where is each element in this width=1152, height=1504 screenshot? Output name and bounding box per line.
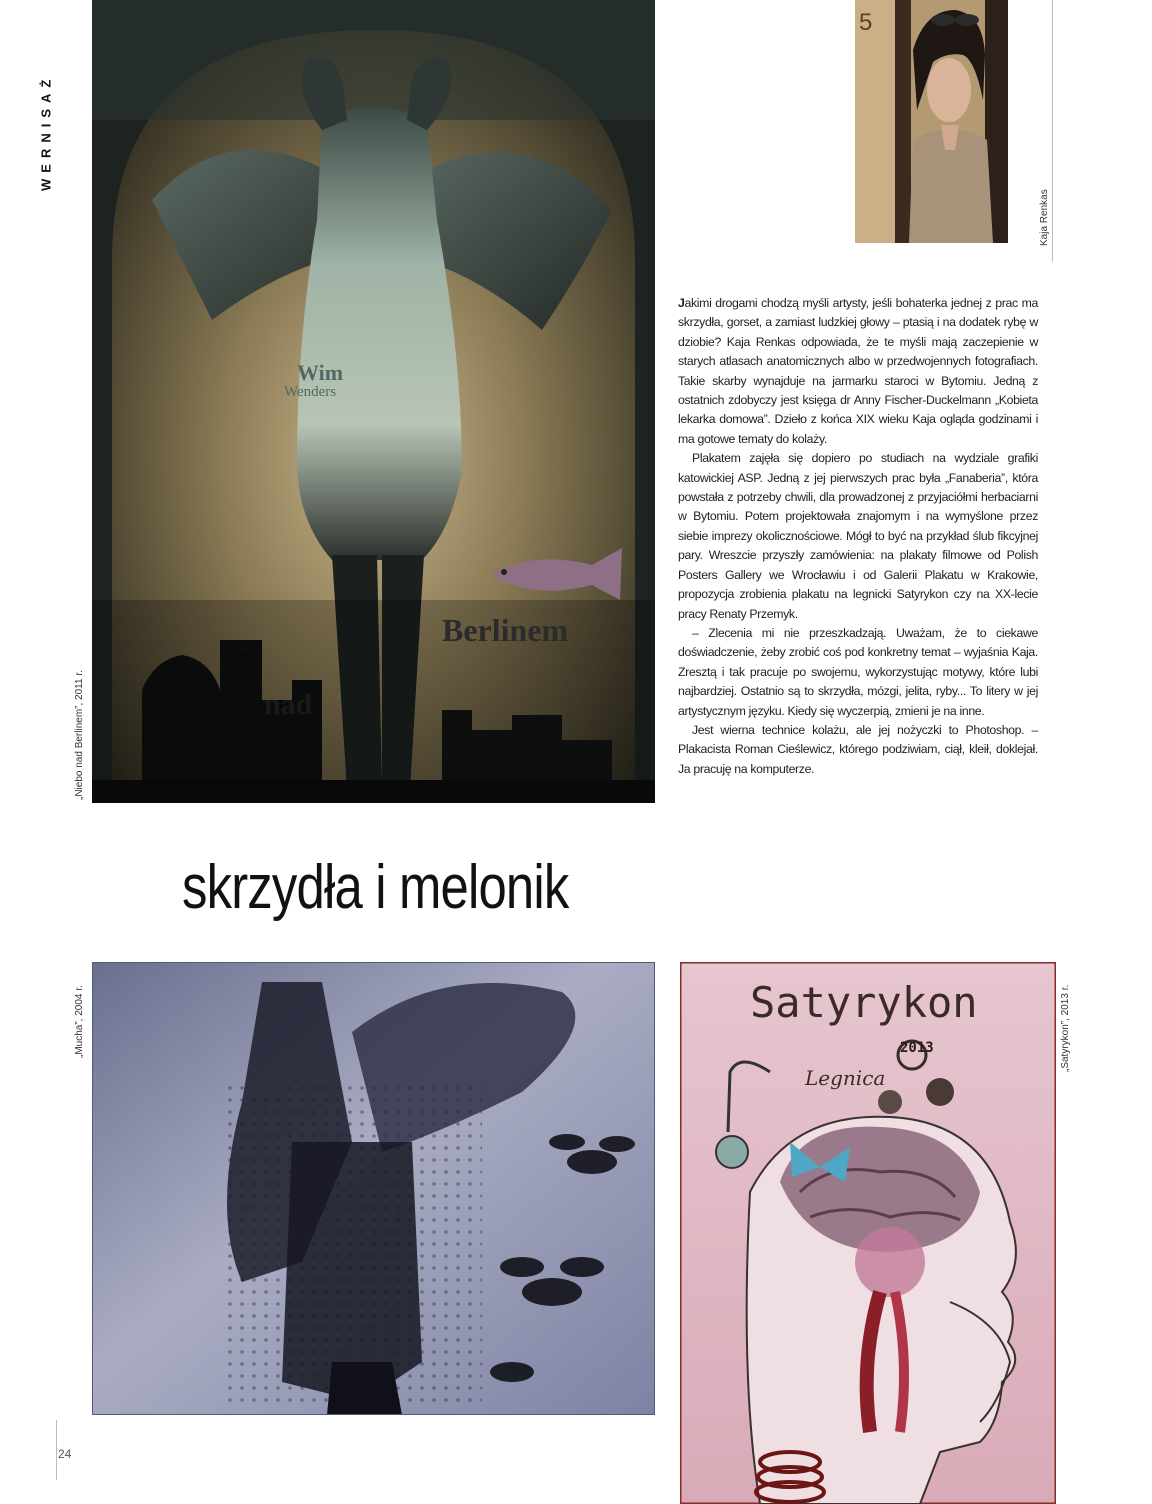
mucha-image: [92, 962, 655, 1415]
artwork-mucha: [92, 962, 655, 1415]
poster-text-satyrykon: Satyrykon: [750, 978, 978, 1027]
poster-text-niebo: Niebo: [222, 640, 262, 657]
section-label: [34, 52, 58, 212]
artist-portrait-photo: [855, 0, 1008, 243]
page-number-divider: [56, 1420, 57, 1480]
article-paragraph-4: Jest wierna technice kolażu, ale jej nożyczki to Photoshop. – Plakacista Roman Cieślewicz, którego podziwiam, ciął, kleił, doklejał. Ja pracuję na komputerze.: [678, 722, 1038, 776]
caption-niebo-nad-berlinem: „Niebo nad Berlinem”, 2011 r.: [74, 670, 85, 800]
poster-text-nad: nad: [264, 688, 313, 721]
photo-divider: [1052, 0, 1053, 262]
dropcap: J: [678, 296, 685, 310]
poster-text-berlinem: Berlinem: [442, 612, 569, 648]
satyrykon-image: [680, 962, 1056, 1504]
page-number: 24: [58, 1447, 72, 1461]
article-paragraph-2: Plakatem zajęła się dopiero po studiach na wydziale grafiki katowickiej ASP. Jedną z jej pierwszych prac była „Fanaberia”, która powstała z potrzeby chwili, dla prowadzonej z przyjaciółmi herbaciarni w Bytomiu. Potem projektowała znajomym i na wymyślone przez siebie imprezy okolicznościowe. Mógł to być na przykład ślub fikcyjnej pary. Wreszcie przyszły zamówienia: na plakaty filmowe od Polish Posters Gallery we Wrocławiu i od Galerii Plakatu w Krakowie, propozycja zrobienia plakatu na legnicki Satyrykon czy na XX-lecie pracy Renaty Przemyk.: [678, 451, 1038, 621]
article-paragraph-1: Jakimi drogami chodzą myśli artysty, jeśli bohaterka jednej z prac ma skrzydła, gorset, a zamiast ludzkiej głowy – ptasią i na dodatek rybę w dziobie? Kaja Renkas odpowiada, że te myśli mają zaczepienie w starych atlasach anatomicznych albo w przedwojennych fotografiach. Takie skarby wynajduje na jarmarku staroci w Bytomiu. Jedną z ostatnich zdobyczy jest księga dr Anny Fischer-Duckelmann „Kobieta lekarka domowa”. Dzieło z końca XIX wieku Kaja ogląda godzinami i ma gotowe tematy do kolaży.: [678, 296, 1038, 446]
section-label-text: WERNISAŻ: [38, 73, 54, 191]
poster-text-legnica: Legnica: [805, 1066, 886, 1090]
poster-text-2013: 2013: [900, 1040, 934, 1056]
headline: skrzydła i melonik: [182, 853, 569, 922]
caption-mucha: „Mucha”, 2004 r.: [74, 985, 85, 1058]
photo-credit: Kaja Renkas: [1039, 189, 1050, 246]
artwork-satyrykon: [680, 962, 1056, 1504]
berlin-poster-image: [92, 0, 655, 803]
article-body: [678, 294, 1038, 779]
poster-text-wenders: Wenders: [284, 384, 337, 400]
artwork-niebo-nad-berlinem: [92, 0, 655, 803]
poster-text-wim: Wim: [297, 360, 344, 385]
caption-satyrykon: „Satyrykon”, 2013 r.: [1060, 984, 1071, 1072]
svg-text:5: 5: [859, 9, 873, 36]
article-paragraph-3: – Zlecenia mi nie przeszkadzają. Uważam, że to ciekawe doświadczenie, żeby zrobić coś pod konkretny temat – wyjaśnia Kaja. Zresztą i tak pracuje po swojemu, wykorzystując motywy, które lubi najbardziej. Ostatnio są to skrzydła, mózgi, jelita, ryby... To litery w jej artystycznym języku. Kiedy się wyczerpią, zmieni je na inne.: [678, 625, 1038, 718]
portrait-image: [855, 0, 1008, 243]
